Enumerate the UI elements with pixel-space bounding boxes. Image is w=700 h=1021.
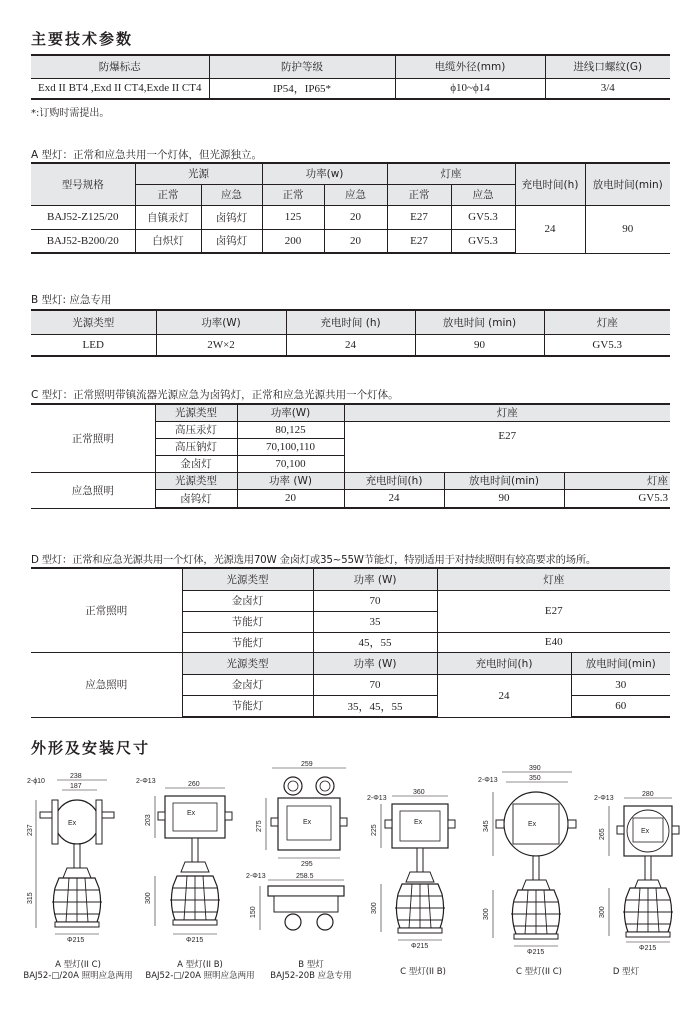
dim-label: Φ215: [639, 945, 657, 952]
dim-label: 187: [70, 783, 82, 790]
thread-value: 3/4: [545, 78, 670, 99]
th-light-type: 光源类型: [182, 568, 313, 590]
figure-caption-line2: BAJ52-20B 应急专用: [270, 971, 352, 981]
model-cell: BAJ52-B200/20: [31, 229, 135, 253]
th-power: 功率 (W): [237, 472, 344, 489]
socket-normal-cell: E27: [387, 229, 451, 253]
dim-label: 2-Φ13: [478, 777, 498, 784]
ex-mark: Ex: [187, 810, 196, 817]
dim-label: 300: [599, 906, 606, 918]
normal-lighting-label: 正常照明: [31, 568, 182, 652]
light-type-cell: 节能灯: [182, 611, 313, 632]
power-cell: 2W×2: [156, 334, 286, 356]
th-socket: 灯座: [437, 568, 670, 590]
power-cell: 35: [313, 611, 437, 632]
order-note: *:订购时需提出。: [31, 108, 110, 119]
source-normal-cell: 自镇汞灯: [135, 205, 201, 229]
source-emergency-cell: 卤钨灯: [201, 229, 262, 253]
dim-label: 275: [256, 820, 263, 832]
figure-caption-line1: D 型灯: [612, 967, 640, 977]
socket-cell: GV5.3: [544, 334, 670, 356]
power-cell: 70,100: [237, 455, 344, 472]
dim-label: 265: [599, 828, 606, 840]
figure-caption: [246, 960, 376, 982]
light-type-cell: 高压汞灯: [155, 421, 237, 438]
source-emergency-cell: 卤钨灯: [201, 205, 262, 229]
dim-label: 345: [483, 820, 490, 832]
source-normal-cell: 白炽灯: [135, 229, 201, 253]
power-cell: 70: [313, 590, 437, 611]
light-type-cell: 金卤灯: [182, 590, 313, 611]
th-discharge-time: 放电时间(min): [571, 652, 670, 674]
cable-diameter-value: ϕ10~ϕ14: [395, 78, 545, 99]
dim-label: 258.5: [296, 873, 314, 880]
table-row: [31, 205, 670, 229]
th-light-type: 光源类型: [31, 310, 156, 334]
dim-label: Φ215: [186, 937, 204, 944]
th-source-emergency: 应急: [201, 184, 262, 205]
th-charge-time: 充电时间(h): [515, 163, 585, 205]
power-normal-cell: 200: [262, 229, 324, 253]
socket-emergency-cell: GV5.3: [451, 205, 515, 229]
dim-label: 350: [529, 775, 541, 782]
power-cell: 45，55: [313, 632, 437, 652]
th-charge-time: 充电时间(h): [437, 652, 571, 674]
dim-label: 2-ϕ10: [27, 778, 45, 785]
power-normal-cell: 125: [262, 205, 324, 229]
th-power-normal: 正常: [262, 184, 324, 205]
dim-label: 300: [371, 902, 378, 914]
light-type-cell: 金卤灯: [155, 455, 237, 472]
power-cell: 20: [237, 489, 344, 508]
th-explosion-mark: 防爆标志: [31, 55, 209, 78]
dim-label: 280: [642, 791, 654, 798]
dim-label: 315: [27, 892, 34, 904]
dim-label: 2-Φ13: [246, 873, 266, 880]
dim-label: 295: [301, 861, 313, 868]
figure-caption: [566, 967, 686, 978]
ex-mark: Ex: [303, 819, 312, 826]
dim-label: 260: [188, 781, 200, 788]
protection-value: IP54，IP65*: [209, 78, 395, 99]
th-socket: 灯座: [544, 310, 670, 334]
dim-label: 2-Φ13: [136, 778, 156, 785]
power-emergency-cell: 20: [324, 229, 387, 253]
dim-label: 2-Φ13: [367, 795, 387, 802]
th-power: 功率 (W): [313, 568, 437, 590]
figure-caption-line1: A 型灯(II B): [177, 960, 223, 970]
charge-time-cell: 24: [437, 674, 571, 717]
charge-time-cell: 24: [344, 489, 444, 508]
discharge-time-cell: 90: [585, 205, 670, 253]
figure-caption-line2: BAJ52-□/20A 照明应急两用: [23, 971, 133, 981]
th-charge-time: 充电时间(h): [344, 472, 444, 489]
socket-cell: GV5.3: [564, 489, 670, 508]
figure-caption-line2: BAJ52-□/20A 照明应急两用: [145, 971, 255, 981]
section-title-dimensions: 外形及安装尺寸: [31, 739, 151, 757]
socket-cell: E27: [344, 421, 670, 472]
th-power: 功率(W): [237, 404, 344, 421]
figure-caption-line1: C 型灯(II C): [516, 967, 562, 977]
th-light-type: 光源类型: [155, 472, 237, 489]
dim-label: 238: [70, 773, 82, 780]
power-cell: 35，45，55: [313, 695, 437, 717]
table-c: [31, 403, 670, 509]
ex-mark: Ex: [414, 819, 423, 826]
th-power-emergency: 应急: [324, 184, 387, 205]
normal-lighting-label: 正常照明: [31, 404, 155, 472]
socket-cell: E40: [437, 632, 670, 652]
th-source: 光源: [135, 163, 262, 184]
th-socket: 灯座: [564, 472, 670, 489]
th-socket: 灯座: [387, 163, 515, 184]
socket-cell: E27: [437, 590, 670, 632]
dim-label: 259: [301, 761, 313, 768]
th-power: 功率(w): [262, 163, 387, 184]
dim-label: Φ215: [527, 949, 545, 956]
table-d: [31, 567, 670, 718]
emergency-lighting-label: 应急照明: [31, 652, 182, 717]
table-row: [31, 334, 670, 356]
table-d-caption: D 型灯：正常和应急光源共用一个灯体，光源选用70W 金卤灯或35~55W节能灯，特别适用于对持续照明有较高要求的场所。: [31, 554, 597, 566]
th-charge-time: 充电时间 (h): [286, 310, 415, 334]
table-a: [31, 162, 670, 254]
th-discharge-time: 放电时间 (min): [415, 310, 544, 334]
discharge-time-cell: 90: [444, 489, 564, 508]
dim-label: 225: [371, 824, 378, 836]
figure-caption-line1: B 型灯: [298, 960, 324, 970]
figure-caption: [13, 960, 143, 982]
socket-normal-cell: E27: [387, 205, 451, 229]
charge-time-cell: 24: [515, 205, 585, 253]
light-type-cell: 节能灯: [182, 632, 313, 652]
dim-label: 2-Φ13: [594, 795, 614, 802]
light-type-cell: 节能灯: [182, 695, 313, 717]
figure-caption-line1: A 型灯(II C): [55, 960, 101, 970]
table-b-caption: B 型灯: 应急专用: [31, 294, 112, 306]
ex-mark: Ex: [641, 828, 650, 835]
ex-mark: Ex: [68, 820, 77, 827]
th-model: 型号规格: [31, 163, 135, 205]
dim-label: 237: [27, 824, 34, 836]
dim-label: 390: [529, 765, 541, 772]
th-socket-normal: 正常: [387, 184, 451, 205]
th-thread: 进线口螺纹(G): [545, 55, 670, 78]
figure-d-type: [594, 791, 679, 952]
light-type-cell: 高压钠灯: [155, 438, 237, 455]
dim-label: 300: [145, 892, 152, 904]
th-light-type: 光源类型: [182, 652, 313, 674]
th-socket-emergency: 应急: [451, 184, 515, 205]
power-cell: 70,100,110: [237, 438, 344, 455]
socket-emergency-cell: GV5.3: [451, 229, 515, 253]
table-b: [31, 309, 670, 357]
emergency-lighting-label: 应急照明: [31, 472, 155, 508]
th-power: 功率(W): [156, 310, 286, 334]
th-discharge-time: 放电时间(min): [444, 472, 564, 489]
figure-a-type-iib: [136, 778, 232, 944]
discharge-time-cell: 30: [571, 674, 670, 695]
dim-label: Φ215: [411, 943, 429, 950]
light-type-cell: 卤钨灯: [155, 489, 237, 508]
figure-c-type-iib: [367, 789, 455, 950]
model-cell: BAJ52-Z125/20: [31, 205, 135, 229]
th-cable-diameter: 电缆外径(mm): [395, 55, 545, 78]
charge-time-cell: 24: [286, 334, 415, 356]
th-source-normal: 正常: [135, 184, 201, 205]
section-title-main-params: 主要技术参数: [31, 30, 134, 48]
explosion-mark-value: Exd II BT4 ,Exd II CT4,Exde II CT4: [31, 78, 209, 99]
figure-b-type: [246, 761, 347, 930]
power-emergency-cell: 20: [324, 205, 387, 229]
dim-label: Φ215: [67, 937, 85, 944]
figure-c-type-iic: [478, 765, 576, 956]
table-c-caption: C 型灯：正常照明带镇流器光源应急为卤钨灯，正常和应急光源共用一个灯体。: [31, 389, 399, 401]
dim-label: 360: [413, 789, 425, 796]
dim-label: 203: [145, 814, 152, 826]
dim-label: 150: [250, 906, 257, 918]
power-cell: 80,125: [237, 421, 344, 438]
main-params-table: [31, 54, 670, 100]
dim-label: 300: [483, 908, 490, 920]
power-cell: 70: [313, 674, 437, 695]
figure-caption: [358, 967, 488, 978]
th-power: 功率 (W): [313, 652, 437, 674]
th-light-type: 光源类型: [155, 404, 237, 421]
light-type-cell: 金卤灯: [182, 674, 313, 695]
ex-mark: Ex: [528, 821, 537, 828]
discharge-time-cell: 90: [415, 334, 544, 356]
light-type-cell: LED: [31, 334, 156, 356]
table-a-caption: A 型灯：正常和应急共用一个灯体，但光源独立。: [31, 149, 263, 161]
th-socket: 灯座: [344, 404, 670, 421]
discharge-time-cell: 60: [571, 695, 670, 717]
th-discharge-time: 放电时间(min): [585, 163, 670, 205]
th-protection: 防护等级: [209, 55, 395, 78]
figure-caption-line1: C 型灯(II B): [400, 967, 446, 977]
figure-a-type-iic: [27, 773, 114, 944]
